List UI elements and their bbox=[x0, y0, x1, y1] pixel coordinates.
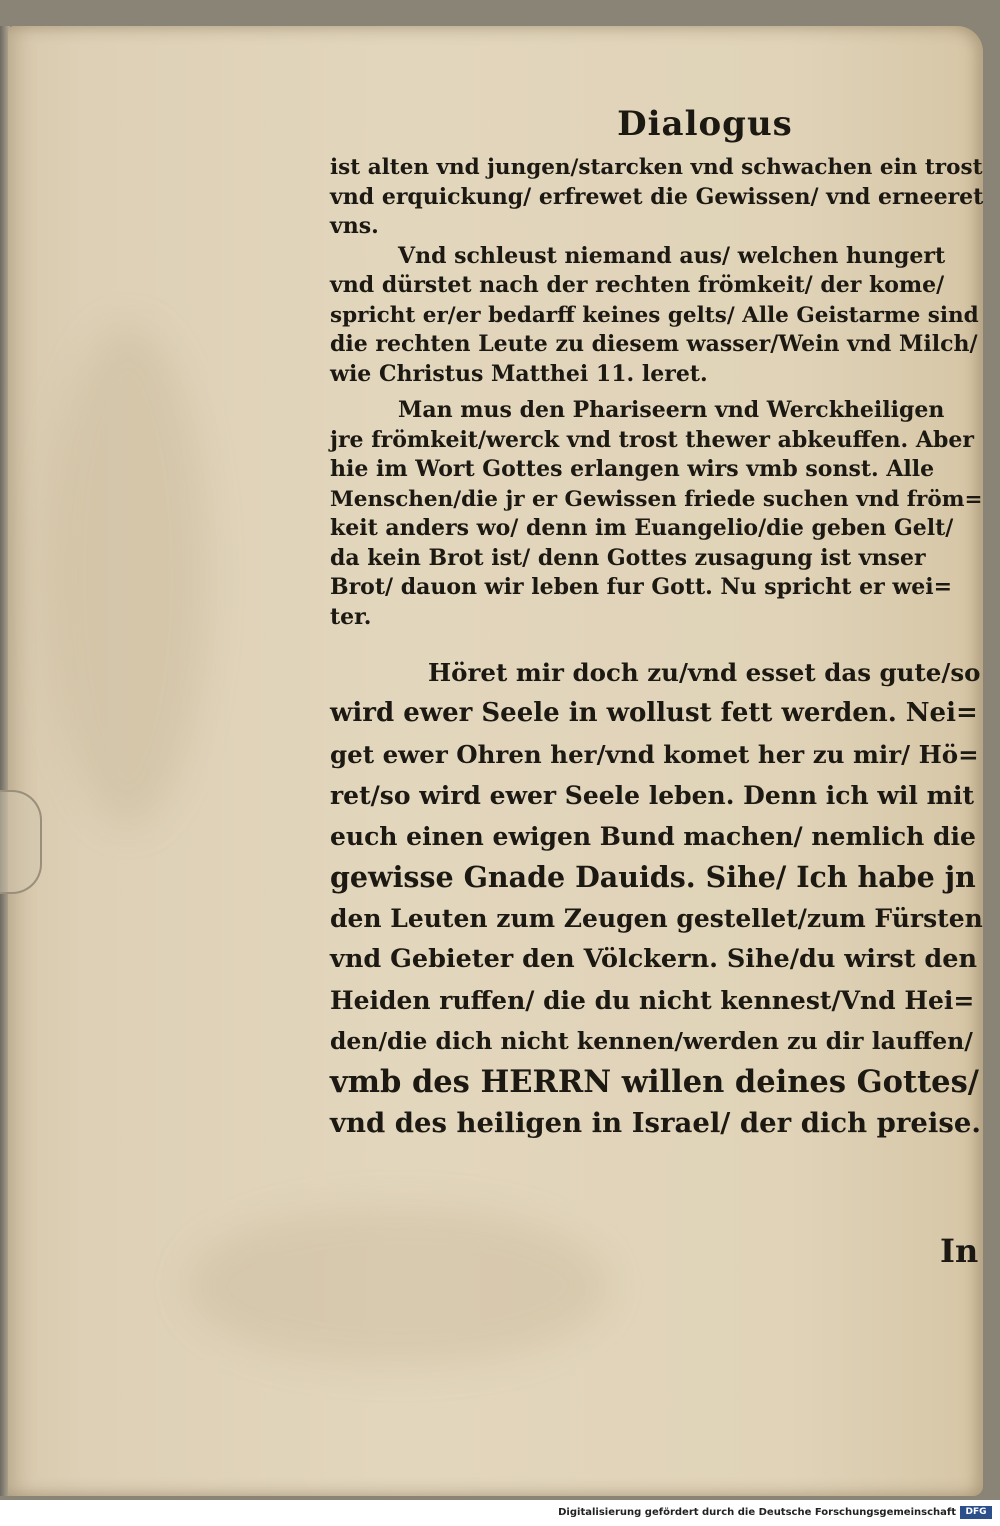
quote-line: den Leuten zum Zeugen gestellet/zum Fürsten bbox=[330, 904, 983, 933]
text-line: spricht er/er bedarff keines gelts/ Alle Geistarme sind bbox=[330, 302, 979, 328]
text-line: wie Christus Matthei 11. leret. bbox=[330, 360, 708, 387]
text-line: vns. bbox=[330, 213, 379, 239]
text-line: Brot/ dauon wir leben fur Gott. Nu spricht er wei= bbox=[330, 574, 953, 600]
paper-stain bbox=[48, 326, 208, 826]
catchword: In bbox=[940, 1232, 979, 1270]
quote-line: Höret mir doch zu/vnd esset das gute/so bbox=[428, 658, 981, 687]
text-line: Man mus den Phariseern vnd Werckheiligen bbox=[398, 397, 945, 423]
text-line: hie im Wort Gottes erlangen wirs vmb sonst. Alle bbox=[330, 456, 935, 482]
text-line: ist alten vnd jungen/starcken vnd schwachen ein trost bbox=[330, 155, 983, 180]
text-line: vnd dürstet nach der rechten frömkeit/ der kome/ bbox=[330, 272, 945, 298]
quote-line: Heiden ruffen/ die du nicht kennest/Vnd Hei= bbox=[330, 986, 975, 1015]
quote-line: wird ewer Seele in wollust fett werden. Nei= bbox=[330, 698, 978, 728]
quote-line: get ewer Ohren her/vnd komet her zu mir/ Hö= bbox=[330, 740, 979, 769]
text-line: die rechten Leute zu diesem wasser/Wein vnd Milch/ bbox=[330, 331, 978, 357]
footer-bar bbox=[0, 1500, 1000, 1526]
quote-line: den/die dich nicht kennen/werden zu dir lauffen/ bbox=[330, 1027, 973, 1055]
quote-line: vnd Gebieter den Völckern. Sihe/du wirst den bbox=[330, 944, 977, 974]
dfg-logo: DFG bbox=[960, 1506, 992, 1519]
quote-line: euch einen ewigen Bund machen/ nemlich die bbox=[330, 822, 976, 851]
page-clip bbox=[0, 790, 42, 894]
page-text bbox=[330, 95, 984, 1144]
quote-line: vnd des heiligen in Israel/ der dich preise. bbox=[330, 1107, 981, 1139]
funding-credit: Digitalisierung gefördert durch die Deutsche Forschungsgemeinschaft bbox=[558, 1507, 956, 1518]
text-line: Vnd schleust niemand aus/ welchen hungert bbox=[398, 242, 946, 269]
quote-line: ret/so wird ewer Seele leben. Denn ich wil mit bbox=[330, 781, 975, 810]
text-line: ter. bbox=[330, 603, 372, 630]
text-line: da kein Brot ist/ denn Gottes zusagung ist vnser bbox=[330, 544, 926, 571]
text-line: Menschen/die jr er Gewissen friede suchen vnd fröm= bbox=[330, 486, 983, 512]
quote-line: vmb des HERRN willen deines Gottes/ bbox=[330, 1064, 979, 1100]
commentary-block bbox=[330, 153, 984, 632]
text-line: jre frömkeit/werck vnd trost thewer abkeuffen. Aber bbox=[330, 426, 974, 453]
quote-line: gewisse Gnade Dauids. Sihe/ Ich habe jn bbox=[330, 860, 976, 894]
paper-stain bbox=[188, 1206, 608, 1366]
text-line: keit anders wo/ denn im Euangelio/die geben Gelt/ bbox=[330, 515, 954, 541]
text-line: vnd erquickung/ erfrewet die Gewissen/ vnd erneeret bbox=[330, 183, 984, 210]
scripture-quote-block bbox=[330, 652, 983, 1144]
running-head: Dialogus bbox=[617, 104, 793, 144]
